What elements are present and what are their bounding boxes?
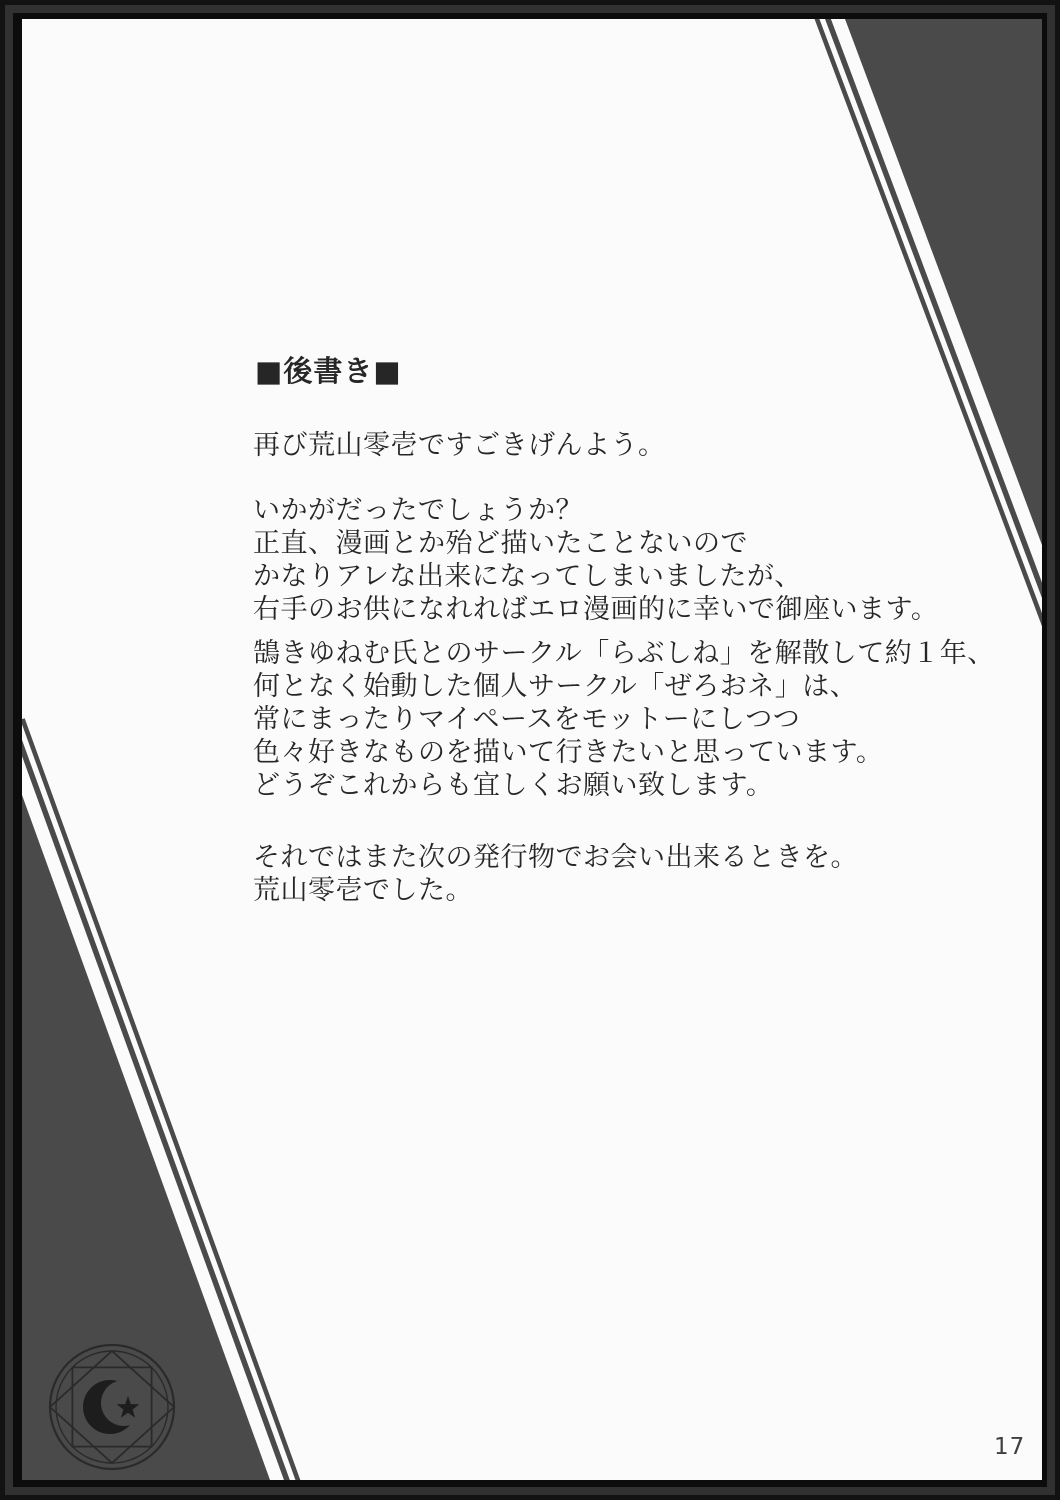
text-line: 常にまったりマイペースをモットーにしつつ bbox=[253, 704, 801, 735]
paragraph-1 bbox=[253, 494, 938, 626]
text-line: いかがだったでしょうか？ bbox=[253, 495, 583, 526]
afterword-heading: ■後書き■ bbox=[255, 354, 402, 388]
crescent-moon-cutout bbox=[101, 1380, 147, 1426]
paragraph-3 bbox=[253, 841, 858, 907]
greeting-line: 再び荒山零壱ですごきげんよう。 bbox=[253, 430, 666, 461]
text-line: それではまた次の発行物でお会い出来るときを。 bbox=[253, 842, 858, 873]
page-surface bbox=[22, 19, 1042, 1480]
text-line: 何となく始動した個人サークル「ぜろおネ」は、 bbox=[253, 671, 858, 702]
text-line: かなりアレな出来になってしまいましたが、 bbox=[253, 561, 802, 592]
text-line: 鵠きゆねむ氏とのサークル「らぶしね」を解散して約１年、 bbox=[253, 638, 995, 669]
corner-triangle-top-right bbox=[845, 19, 1042, 545]
page-number: 17 bbox=[994, 1434, 1026, 1460]
text-line: 右手のお供になれればエロ漫画的に幸いで御座います。 bbox=[253, 594, 939, 625]
text-line: 正直、漫画とか殆ど描いたことないので bbox=[253, 528, 748, 559]
text-line: 色々好きなものを描いて行きたいと思っています。 bbox=[253, 737, 884, 768]
corner-triangle-bottom-left bbox=[22, 795, 270, 1480]
paragraph-2 bbox=[253, 637, 995, 802]
text-line: 荒山零壱でした。 bbox=[253, 875, 473, 906]
text-line: どうぞこれからも宜しくお願い致します。 bbox=[253, 770, 774, 801]
